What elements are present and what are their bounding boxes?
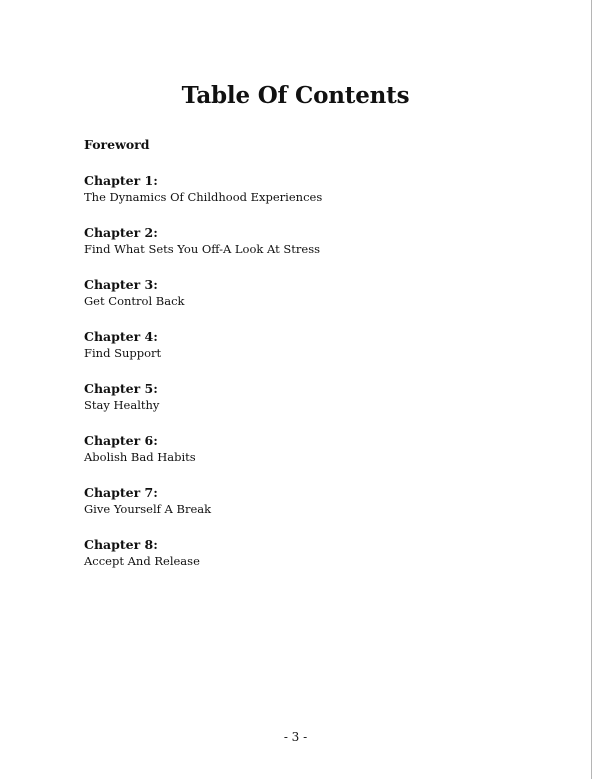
toc-entry-chapter-2 (84, 225, 322, 258)
chapter-label: Chapter 6: (84, 433, 158, 448)
toc-foreword: Foreword (84, 137, 150, 152)
chapter-title: Stay Healthy (84, 398, 160, 412)
chapter-title: Get Control Back (84, 294, 185, 308)
table-of-contents (84, 137, 322, 589)
chapter-label: Chapter 3: (84, 277, 158, 292)
chapter-label: Chapter 2: (84, 225, 158, 240)
toc-entry-chapter-5 (84, 381, 322, 414)
toc-entry-chapter-6 (84, 433, 322, 466)
page-title: Table Of Contents (181, 82, 410, 109)
chapter-label: Chapter 8: (84, 537, 158, 552)
chapter-label: Chapter 7: (84, 485, 158, 500)
chapter-title: Abolish Bad Habits (84, 450, 196, 464)
chapter-title: Accept And Release (84, 554, 200, 568)
chapter-title: Find Support (84, 346, 162, 360)
chapter-title: Find What Sets You Off-A Look At Stress (84, 242, 321, 256)
toc-entry-chapter-3 (84, 277, 322, 310)
chapter-label: Chapter 1: (84, 173, 158, 188)
chapter-title: The Dynamics Of Childhood Experiences (84, 190, 323, 204)
chapter-label: Chapter 4: (84, 329, 158, 344)
toc-entry-chapter-7 (84, 485, 322, 518)
chapter-title: Give Yourself A Break (84, 502, 212, 516)
chapter-label: Chapter 5: (84, 381, 158, 396)
page-number: - 3 - (283, 730, 308, 744)
toc-entry-chapter-1 (84, 173, 322, 206)
toc-entry-chapter-8 (84, 537, 322, 570)
toc-entry-chapter-4 (84, 329, 322, 362)
